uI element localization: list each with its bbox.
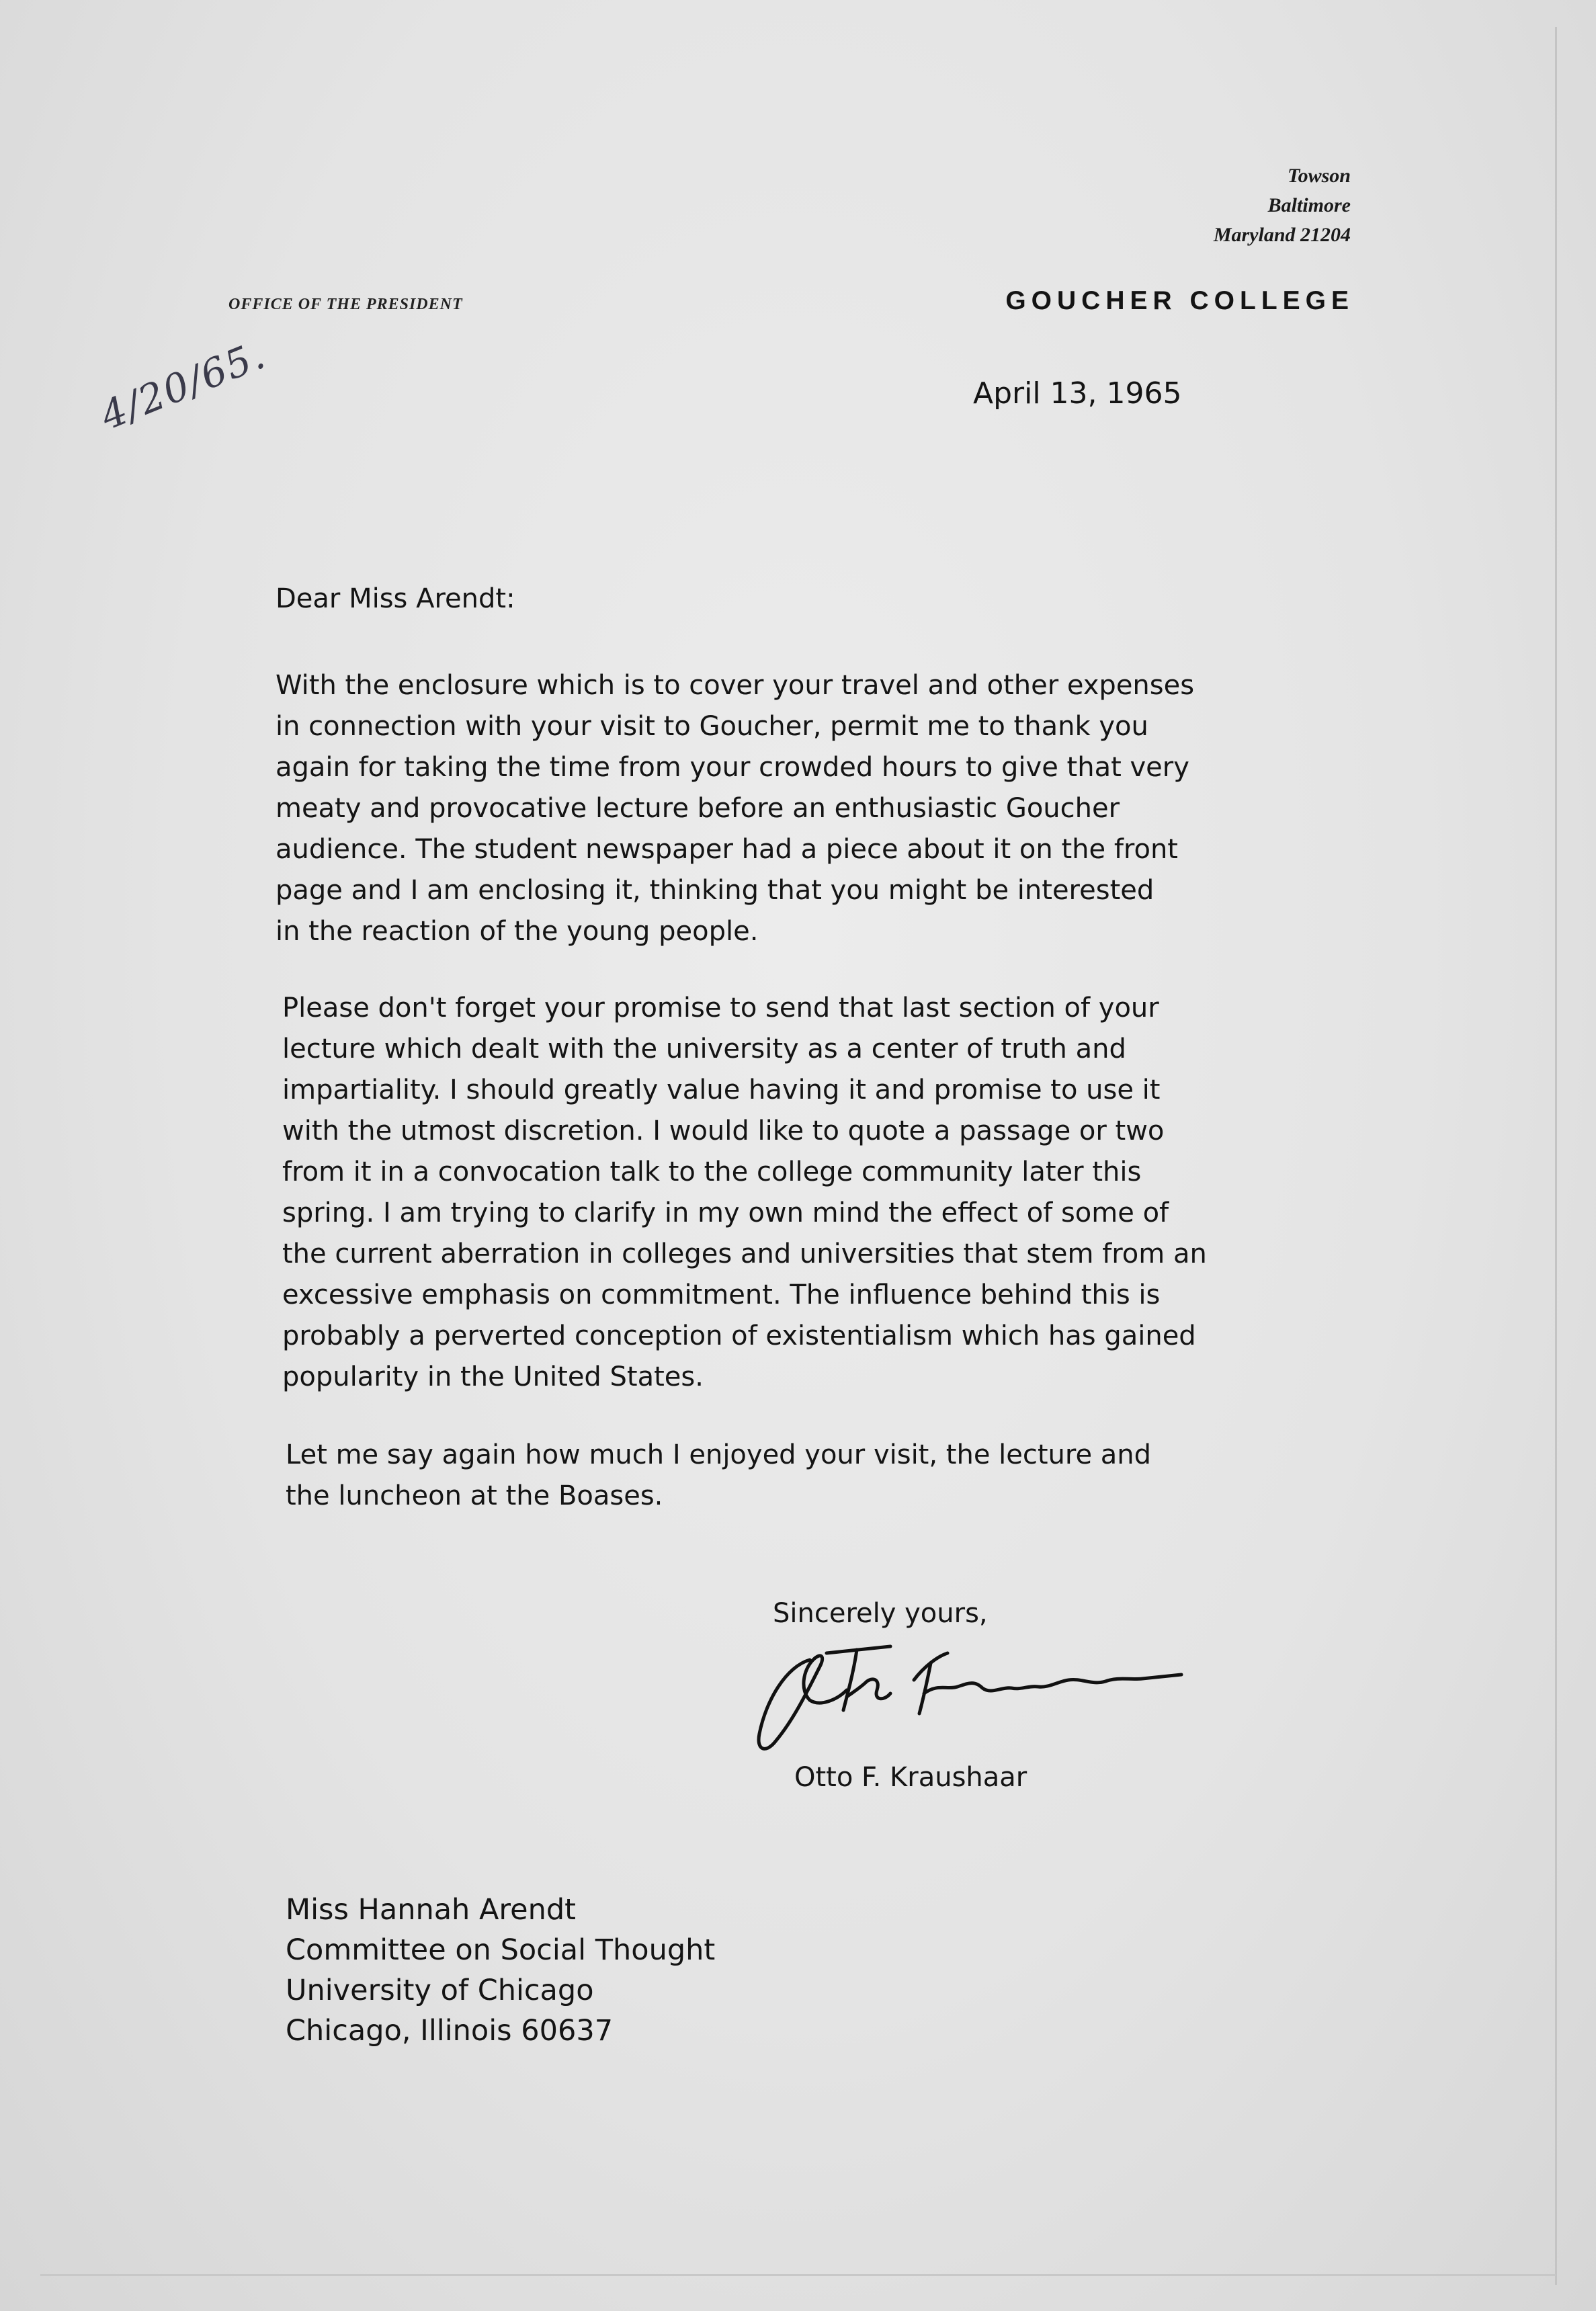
- address-line: Towson: [1288, 165, 1351, 187]
- closing: Sincerely yours,: [773, 1598, 988, 1629]
- college-name: GOUCHER COLLEGE: [1005, 286, 1354, 315]
- letter-date: April 13, 1965: [973, 376, 1182, 411]
- recipient-line: Committee on Social Thought: [286, 1933, 716, 1967]
- text-line: popularity in the United States.: [282, 1361, 704, 1392]
- text-line: from it in a convocation talk to the college community later this: [282, 1157, 1142, 1187]
- page-edge: [1555, 27, 1557, 2285]
- salutation: Dear Miss Arendt:: [276, 583, 515, 614]
- text-line: page and I am enclosing it, thinking that you might be interested: [276, 875, 1154, 906]
- recipient-line: Chicago, Illinois 60637: [286, 2014, 614, 2048]
- letterhead-address: [1082, 161, 1351, 250]
- office-of-president: OFFICE OF THE PRESIDENT: [228, 296, 463, 313]
- text-line: lecture which dealt with the university as a center of truth and: [282, 1034, 1126, 1064]
- paragraph-3: [286, 1435, 1334, 1517]
- signer-name: Otto F. Kraushaar: [794, 1762, 1027, 1793]
- text-line: audience. The student newspaper had a piece about it on the front: [276, 834, 1178, 865]
- text-line: in the reaction of the young people.: [276, 916, 759, 947]
- recipient-address: [286, 1890, 715, 2051]
- address-line: Maryland 21204: [1213, 224, 1351, 246]
- paragraph-1: [276, 665, 1324, 952]
- text-line: probably a perverted conception of existentialism which has gained: [282, 1320, 1196, 1351]
- text-line: again for taking the time from your crowded hours to give that very: [276, 752, 1189, 783]
- handwritten-date-note: 4/20/65.: [94, 331, 272, 439]
- text-line: spring. I am trying to clarify in my own mind the effect of some of: [282, 1197, 1169, 1228]
- text-line: with the utmost discretion. I would like to quote a passage or two: [282, 1116, 1165, 1146]
- text-line: With the enclosure which is to cover your travel and other expenses: [276, 670, 1195, 701]
- page-bottom-edge: [40, 2274, 1556, 2276]
- recipient-line: University of Chicago: [286, 1974, 594, 2007]
- paragraph-2: [282, 988, 1331, 1398]
- recipient-line: Miss Hannah Arendt: [286, 1893, 576, 1927]
- text-line: meaty and provocative lecture before an enthusiastic Goucher: [276, 793, 1120, 824]
- text-line: excessive emphasis on commitment. The influence behind this is: [282, 1279, 1161, 1310]
- signature: [746, 1640, 1189, 1761]
- text-line: impartiality. I should greatly value having it and promise to use it: [282, 1075, 1161, 1105]
- address-line: Baltimore: [1267, 194, 1351, 216]
- text-line: the current aberration in colleges and universities that stem from an: [282, 1238, 1207, 1269]
- text-line: the luncheon at the Boases.: [286, 1480, 663, 1511]
- text-line: Let me say again how much I enjoyed your visit, the lecture and: [286, 1439, 1152, 1470]
- text-line: in connection with your visit to Goucher, permit me to thank you: [276, 711, 1148, 742]
- text-line: Please don't forget your promise to send that last section of your: [282, 993, 1159, 1023]
